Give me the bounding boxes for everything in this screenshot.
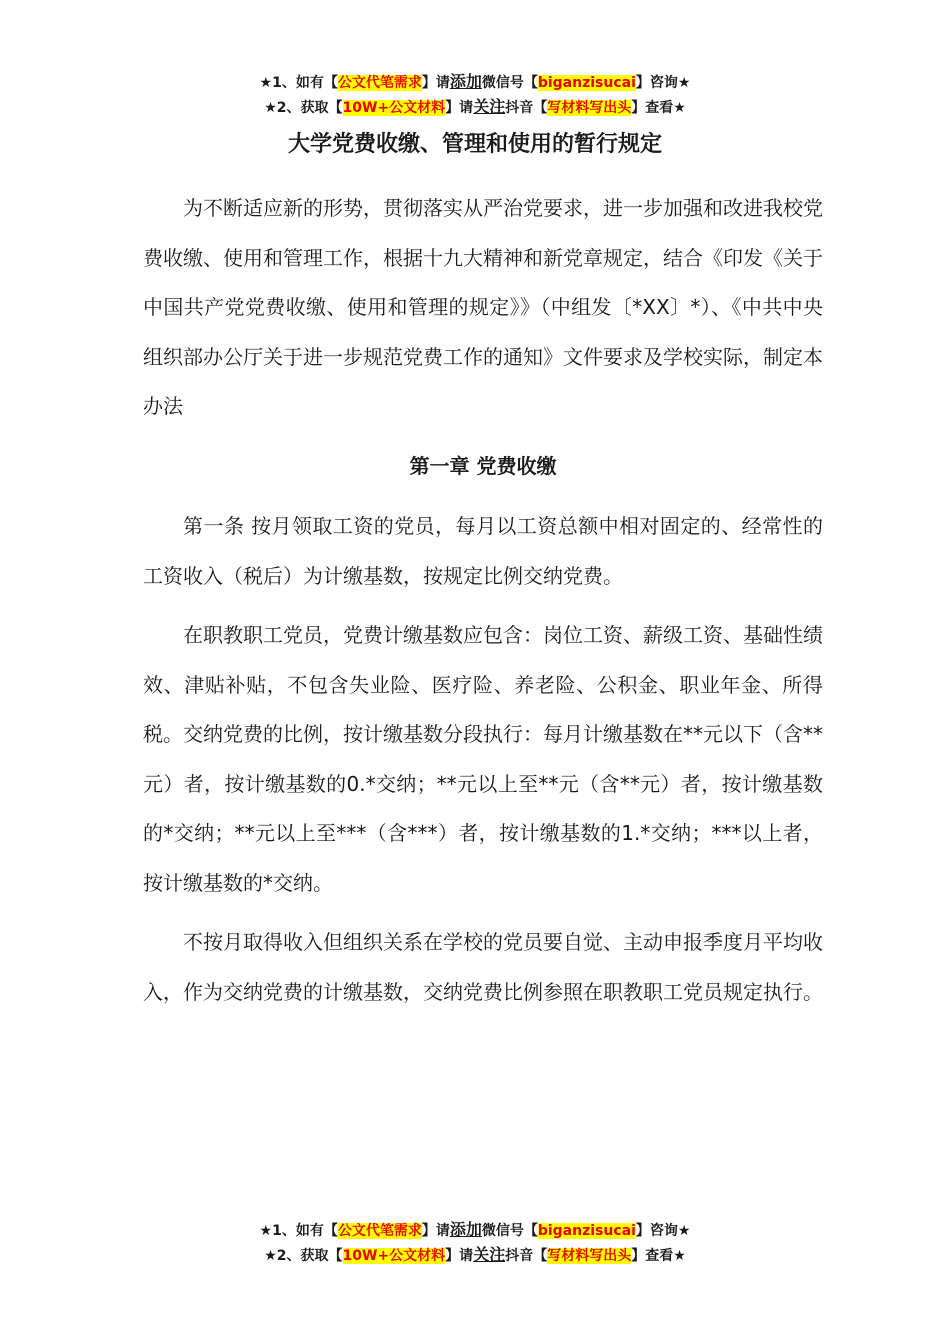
banner-text: ★2、获取【 bbox=[264, 100, 343, 116]
banner-highlight: 公文代笔需求 bbox=[337, 1223, 422, 1239]
chapter-heading: 第一章 党费收缴 bbox=[409, 453, 557, 478]
banner-text: ★2、获取【 bbox=[264, 1248, 343, 1264]
banner-underline: 关注 bbox=[473, 97, 506, 116]
banner-text: 抖音【 bbox=[505, 100, 548, 116]
banner-douyin-id: 写材料写出头 bbox=[547, 100, 632, 116]
banner-line-1 bbox=[0, 70, 950, 95]
banner-highlight: 公文代笔需求 bbox=[337, 75, 422, 91]
banner-text: 】请 bbox=[445, 1248, 474, 1264]
banner-text: 】咨询★ bbox=[635, 75, 691, 91]
banner-text: 抖音【 bbox=[505, 1248, 548, 1264]
header-banner bbox=[0, 70, 950, 120]
banner-line-2 bbox=[0, 1243, 950, 1268]
banner-highlight: 10W+公文材料 bbox=[342, 100, 446, 116]
banner-text: 】请 bbox=[421, 75, 450, 91]
banner-text: 】请 bbox=[421, 1223, 450, 1239]
banner-text: 】查看★ bbox=[631, 100, 686, 116]
banner-text: ★1、如有【 bbox=[259, 75, 338, 91]
banner-line-2 bbox=[0, 95, 950, 120]
banner-underline: 添加 bbox=[449, 72, 482, 91]
document-title: 大学党费收缴、管理和使用的暂行规定 bbox=[287, 132, 662, 157]
intro-paragraph: 为不断适应新的形势，贯彻落实从严治党要求，进一步加强和改进我校党费收缴、使用和管理工作，根据十九大精神和新党章规定，结合《印发《关于中国共产党党费收缴、使用和管理的规定》》（中组发〔*XX〕*）、《中共中央组织部办公厅关于进一步规范党费工作的通知》文件要求及学校实际，制定本办法 bbox=[143, 196, 823, 418]
banner-underline: 关注 bbox=[473, 1245, 506, 1264]
banner-text: 微信号【 bbox=[481, 75, 538, 91]
irregular-income-paragraph: 不按月取得收入但组织关系在学校的党员要自觉、主动申报季度月平均收入，作为交纳党费的计缴基数，交纳党费比例参照在职教职工党员规定执行。 bbox=[143, 930, 823, 1004]
banner-wechat-id: biganzisucai bbox=[537, 75, 636, 91]
document-body bbox=[143, 184, 823, 1017]
staff-rate-paragraph: 在职教职工党员，党费计缴基数应包含：岗位工资、薪级工资、基础性绩效、津贴补贴，不包含失业险、医疗险、养老险、公积金、职业年金、所得税。交纳党费的比例，按计缴基数分段执行：每月计缴基数在**元以下（含**元）者，按计缴基数的0.*交纳；**元以上至**元（含**元）者，按计缴基数的*交纳；**元以上至***（含***）者，按计缴基数的1.*交纳；***以上者，按计缴基数的*交纳。 bbox=[143, 623, 823, 895]
footer-banner bbox=[0, 1218, 950, 1268]
banner-text: ★1、如有【 bbox=[259, 1223, 338, 1239]
banner-text: 】查看★ bbox=[631, 1248, 686, 1264]
banner-text: 】请 bbox=[445, 100, 474, 116]
banner-underline: 添加 bbox=[449, 1220, 482, 1239]
banner-text: 微信号【 bbox=[481, 1223, 538, 1239]
article-1-paragraph: 第一条 按月领取工资的党员，每月以工资总额中相对固定的、经常性的工资收入（税后）为计缴基数，按规定比例交纳党费。 bbox=[143, 514, 823, 588]
banner-highlight: 10W+公文材料 bbox=[342, 1248, 446, 1264]
banner-text: 】咨询★ bbox=[635, 1223, 691, 1239]
banner-line-1 bbox=[0, 1218, 950, 1243]
banner-douyin-id: 写材料写出头 bbox=[547, 1248, 632, 1264]
banner-wechat-id: biganzisucai bbox=[537, 1223, 636, 1239]
